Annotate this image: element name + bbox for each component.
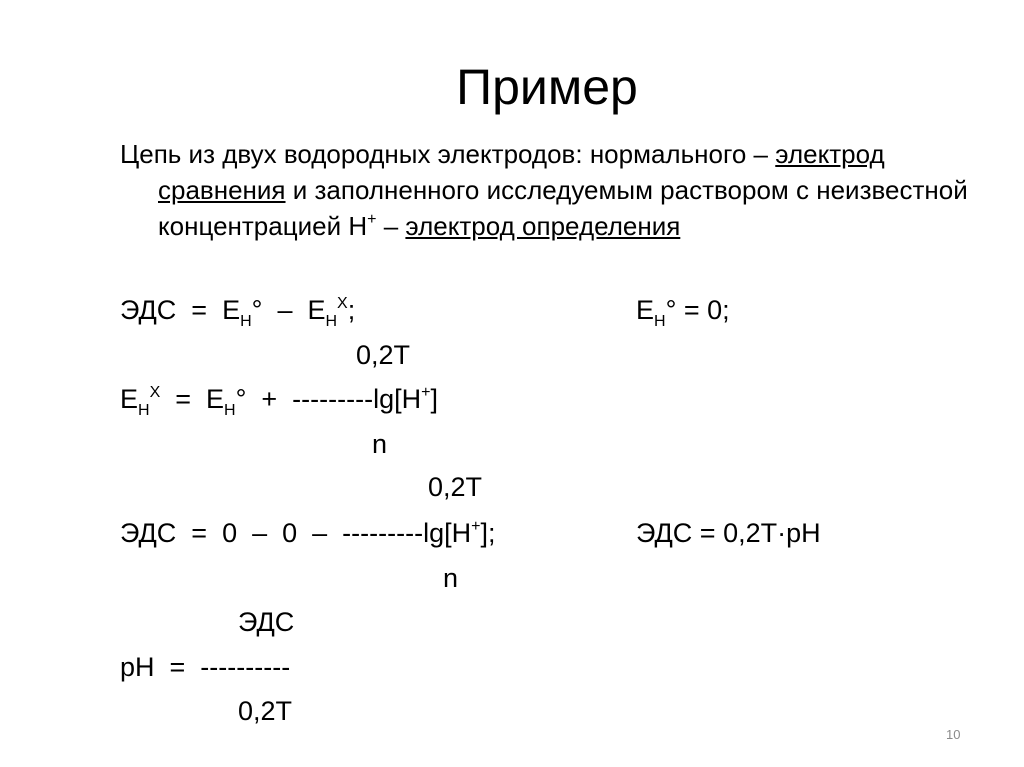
emf-ph-relation: ЭДС = 0,2T·pH xyxy=(636,518,821,548)
emf-numerator: 0,2T xyxy=(428,472,483,502)
intro-text-3: – xyxy=(376,211,406,241)
h-plus-superscript: + xyxy=(367,211,377,228)
reference-electrode-term: электрод сравнения xyxy=(158,139,885,205)
nernst-numerator: 0,2T xyxy=(356,340,411,370)
intro-text-1: Цепь из двух водородных электродов: нормального – xyxy=(120,139,769,169)
standard-potential-zero: $E_H^\circ = 0$; xyxy=(636,295,730,330)
page-number: 10 xyxy=(946,727,961,742)
nernst-equation: $E_H^X = E_H^\circ + ---------\lg[H^+]$ xyxy=(120,384,438,419)
emf-denominator: n xyxy=(443,563,459,593)
nernst-denominator: n xyxy=(372,429,388,459)
ph-numerator: ЭДС xyxy=(238,607,295,637)
ph-formula: pH = ---------- xyxy=(120,652,291,682)
determination-electrode-term: электрод определения xyxy=(405,211,681,241)
intro-text-2: и заполненного исследуемым раствором с неизвестной концентрацией H xyxy=(158,175,968,241)
emf-substitution: ЭДС = 0 – 0 – ---------lg[H+]; xyxy=(120,518,496,548)
emf-definition: ЭДС = $E_H^\circ - E_H^X$; xyxy=(120,295,356,330)
ph-denominator: 0,2T xyxy=(238,696,293,726)
slide-title: Пример xyxy=(456,59,638,115)
intro-paragraph xyxy=(120,136,980,244)
